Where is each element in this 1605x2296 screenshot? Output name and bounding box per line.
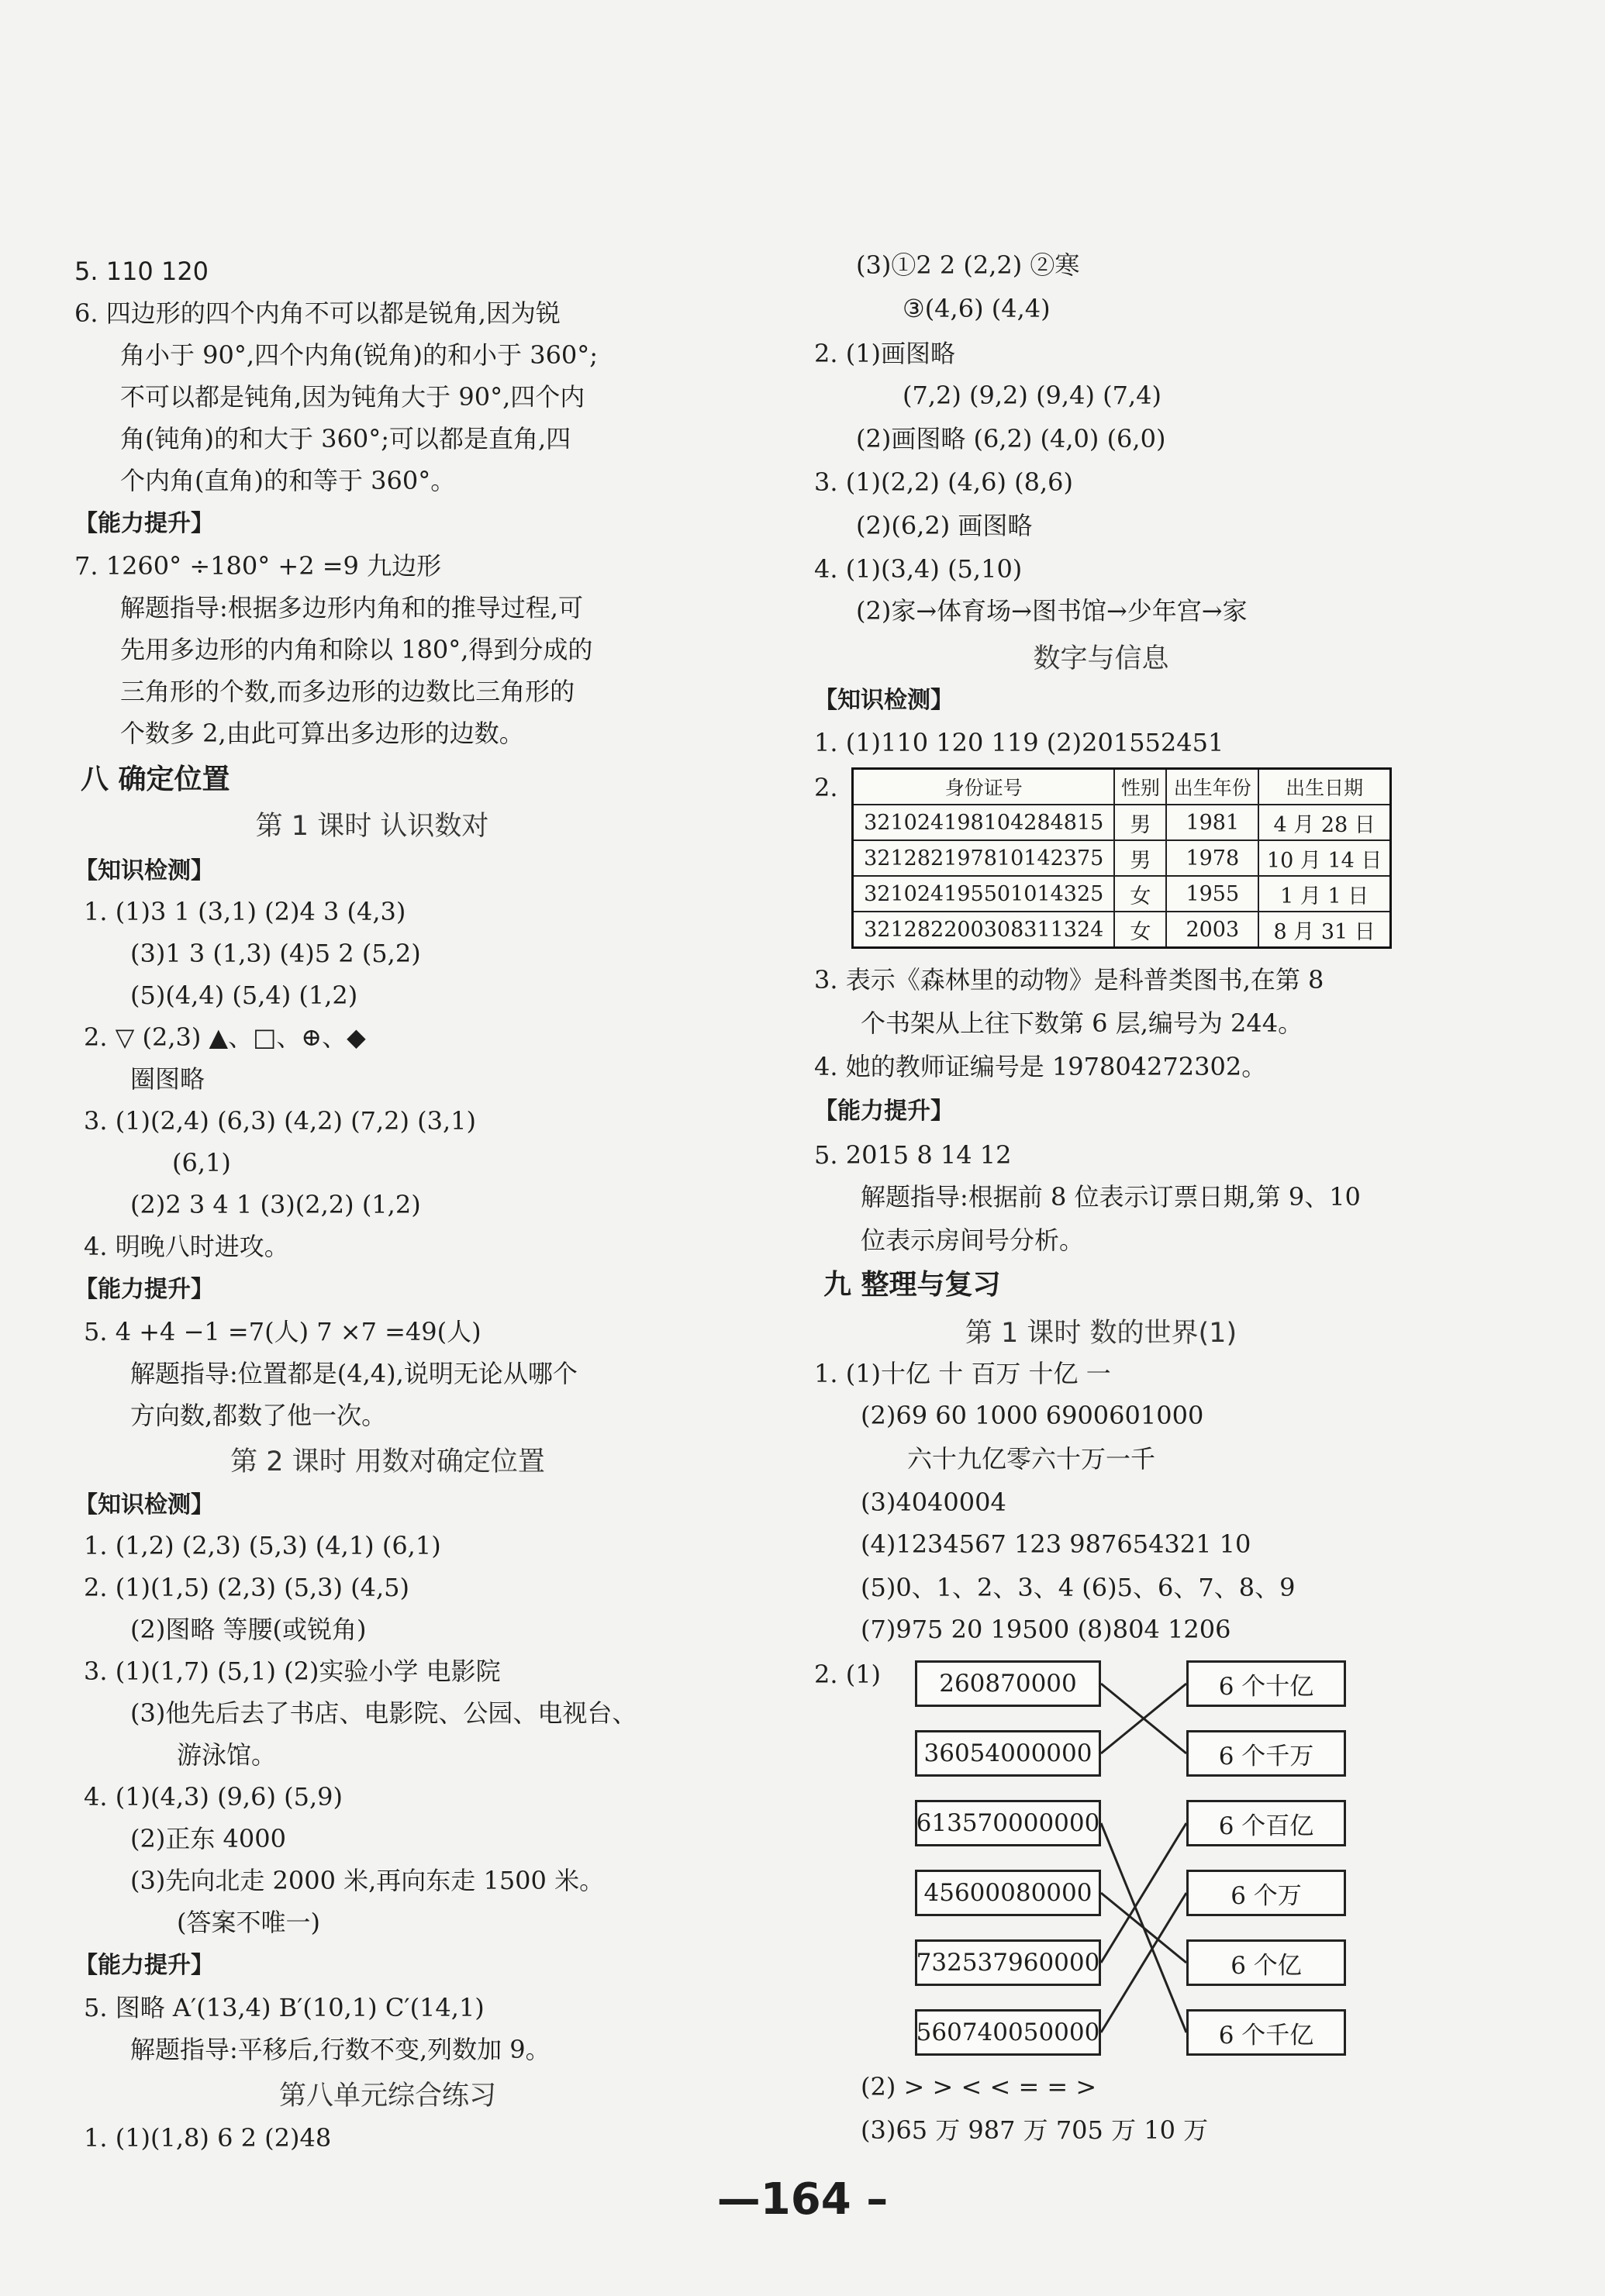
hint-7: 解题指导:根据多边形内角和的推导过程,可 [120,593,583,622]
l2-hint-5: 解题指导:平移后,行数不变,列数加 9。 [130,2035,551,2064]
match-left-box: 36054000000 [915,1730,1101,1777]
answer-2: 2. ▽ (2,3) ▲、□、⊕、◆ [84,1022,366,1052]
section-heading-ability-2: 【能力提升】 [74,1276,214,1303]
table-cell: 女 [1114,876,1166,912]
r-info-answer-3-line2: 个书架从上往下数第 6 层,编号为 244。 [861,1008,1303,1038]
col-header-id: 身份证号 [853,769,1115,805]
answer-1-line2: (3)1 3 (1,3) (4)5 2 (5,2) [130,939,421,968]
r-info-answer-2: 2. [814,773,838,802]
l2-answer-4: 4. (1)(4,3) (9,6) (5,9) [84,1782,343,1812]
r9-answer-1-line7: (7)975 20 19500 (8)804 1206 [861,1615,1231,1644]
table-cell: 321024198104284815 [853,805,1115,840]
answer-6-line2: 角小于 90°,四个内角(锐角)的和小于 360°; [120,340,599,370]
match-left-box: 732537960000 [915,1939,1101,1986]
r-info-answer-4: 4. 她的教师证编号是 197804272302。 [814,1052,1267,1081]
answer-4: 4. 明晚八时进攻。 [84,1232,289,1261]
answer-6-line5: 个内角(直角)的和等于 360°。 [120,466,456,495]
table-cell: 1978 [1166,840,1258,876]
r-info-hint-5-line2: 位表示房间号分析。 [861,1226,1085,1255]
l2-answer-4-line4: (答案不唯一) [177,1908,320,1937]
r9-answer-1-line5: (4)1234567 123 987654321 10 [861,1529,1251,1559]
answer-1-line3: (5)(4,4) (5,4) (1,2) [130,981,358,1010]
match-right-box: 6 个万 [1186,1870,1346,1916]
l2-answer-2: 2. (1)(1,5) (2,3) (5,3) (4,5) [84,1573,409,1602]
r-answer-2: 2. (1)画图略 [814,339,956,368]
answer-3-line2: (6,1) [172,1148,231,1177]
r9-answer-2: 2. (1) [814,1660,882,1689]
r9-answer-1-line3: 六十九亿零六十万一千 [907,1444,1156,1474]
l2-answer-3: 3. (1)(1,7) (5,1) (2)实验小学 电影院 [84,1656,501,1686]
l2-answer-3-line2: (3)他先后去了书店、电影院、公园、电视台、 [130,1698,637,1728]
section-heading-knowledge-2: 【知识检测】 [74,1491,214,1519]
r9-answer-1-line4: (3)4040004 [861,1488,1006,1517]
unit-8-title: 八 确定位置 [81,764,230,795]
section-heading-ability: 【能力提升】 [74,510,214,537]
hint-5-line2: 方向数,都数了他一次。 [130,1401,387,1430]
match-line [1101,1893,1186,2032]
table-cell: 男 [1114,840,1166,876]
match-right-box: 6 个百亿 [1186,1800,1346,1846]
col-header-birth-year: 出生年份 [1166,769,1258,805]
l2-answer-5: 5. 图略 A′(13,4) B′(10,1) C′(14,1) [84,1993,485,2022]
r9-answer-1: 1. (1)十亿 十 百万 十亿 一 [814,1359,1111,1388]
unit-8-review-title: 第八单元综合练习 [278,2081,496,2112]
match-right-box: 6 个千亿 [1186,2009,1346,2056]
unit-9-title: 九 整理与复习 [823,1269,1001,1301]
l2-answer-1: 1. (1,2) (2,3) (5,3) (4,1) (6,1) [84,1531,441,1560]
r-answer-4-line2: (2)家→体育场→图书馆→少年宫→家 [856,596,1248,626]
match-right-box: 6 个亿 [1186,1939,1346,1986]
r9-answer-1-line6: (5)0、1、2、3、4 (6)5、6、7、8、9 [861,1573,1296,1602]
r-answer-3-cont: (3)①2 2 (2,2) ②寒 [856,250,1080,280]
table-cell: 321282200308311324 [853,912,1115,948]
l2-answer-4-line2: (2)正东 4000 [130,1824,286,1853]
table-cell: 4 月 28 日 [1258,805,1390,840]
hint-7-line4: 个数多 2,由此可算出多边形的边数。 [120,719,524,748]
answer-2-line2: 圈图略 [130,1064,205,1094]
table-cell: 男 [1114,805,1166,840]
lesson-1-title: 第 1 课时 认识数对 [255,811,489,842]
page-number: —164 – [716,2174,889,2225]
r-section-heading-knowledge: 【知识检测】 [814,687,954,714]
answer-7: 7. 1260° ÷180° +2 =9 九边形 [74,551,442,581]
lesson-9-1-title: 第 1 课时 数的世界(1) [965,1318,1237,1349]
r-answer-2-line2: (7,2) (9,2) (9,4) (7,4) [903,381,1161,410]
r-info-hint-5: 解题指导:根据前 8 位表示订票日期,第 9、10 [861,1182,1361,1212]
table-cell: 10 月 14 日 [1258,840,1390,876]
match-left-box: 260870000 [915,1660,1101,1707]
r9-answer-2-part2: (2) > > < < = = > [861,2072,1097,2101]
hint-7-line2: 先用多边形的内角和除以 180°,得到分成的 [120,635,593,664]
answer-6-line3: 不可以都是钝角,因为钝角大于 90°,四个内 [120,382,585,412]
l2-answer-4-line3: (3)先向北走 2000 米,再向东走 1500 米。 [130,1866,605,1895]
table-cell: 1955 [1166,876,1258,912]
r9-answer-1-line2: (2)69 60 1000 6900601000 [861,1401,1204,1430]
r-answer-3-line2: (2)(6,2) 画图略 [856,511,1033,540]
answer-5: 5. 110 120 [74,257,209,286]
answer-6-line4: 角(钝角)的和大于 360°;可以都是直角,四 [120,424,571,453]
answer-5b: 5. 4 +4 −1 =7(人) 7 ×7 =49(人) [84,1317,482,1346]
col-header-birth-date: 出生日期 [1258,769,1390,805]
section-heading-ability-3: 【能力提升】 [74,1952,214,1979]
match-line [1101,1893,1186,1963]
match-right-box: 6 个千万 [1186,1730,1346,1777]
l2-answer-3-line3: 游泳馆。 [177,1740,277,1770]
r-info-answer-1: 1. (1)110 120 119 (2)201552451 [814,728,1224,757]
answer-6: 6. 四边形的四个内角不可以都是锐角,因为锐 [74,298,561,328]
lesson-2-title: 第 2 课时 用数对确定位置 [230,1446,545,1477]
lesson-digits-info-title: 数字与信息 [1033,643,1169,674]
section-heading-knowledge: 【知识检测】 [74,857,214,884]
r9-answer-2-part3: (3)65 万 987 万 705 万 10 万 [861,2115,1209,2145]
r-answer-3-cont-line2: ③(4,6) (4,4) [903,294,1051,323]
review-answer-1: 1. (1)(1,8) 6 2 (2)48 [84,2123,332,2153]
match-left-box: 560740050000 [915,2009,1101,2056]
match-right-box: 6 个十亿 [1186,1660,1346,1707]
col-header-gender: 性别 [1114,769,1166,805]
r-answer-4: 4. (1)(3,4) (5,10) [814,554,1023,584]
table-cell: 2003 [1166,912,1258,948]
r-answer-2-line3: (2)画图略 (6,2) (4,0) (6,0) [856,424,1166,453]
table-cell: 321282197810142375 [853,840,1115,876]
r-answer-3: 3. (1)(2,2) (4,6) (8,6) [814,467,1073,497]
table-cell: 女 [1114,912,1166,948]
match-line [1101,1823,1186,1963]
hint-7-line3: 三角形的个数,而多边形的边数比三角形的 [120,677,575,706]
match-left-box: 45600080000 [915,1870,1101,1916]
table-cell: 1 月 1 日 [1258,876,1390,912]
table-cell: 1981 [1166,805,1258,840]
r-section-heading-ability: 【能力提升】 [814,1098,954,1125]
hint-5: 解题指导:位置都是(4,4),说明无论从哪个 [130,1359,578,1388]
r-info-answer-5: 5. 2015 8 14 12 [814,1140,1012,1170]
table-cell: 8 月 31 日 [1258,912,1390,948]
match-left-box: 613570000000 [915,1800,1101,1846]
answer-3: 3. (1)(2,4) (6,3) (4,2) (7,2) (3,1) [84,1106,477,1136]
table-cell: 321024195501014325 [853,876,1115,912]
l2-answer-2-line2: (2)图略 等腰(或锐角) [130,1615,367,1644]
answer-3-line3: (2)2 3 4 1 (3)(2,2) (1,2) [130,1190,421,1219]
answer-1: 1. (1)3 1 (3,1) (2)4 3 (4,3) [84,897,406,926]
r-info-answer-3: 3. 表示《森林里的动物》是科普类图书,在第 8 [814,965,1324,995]
